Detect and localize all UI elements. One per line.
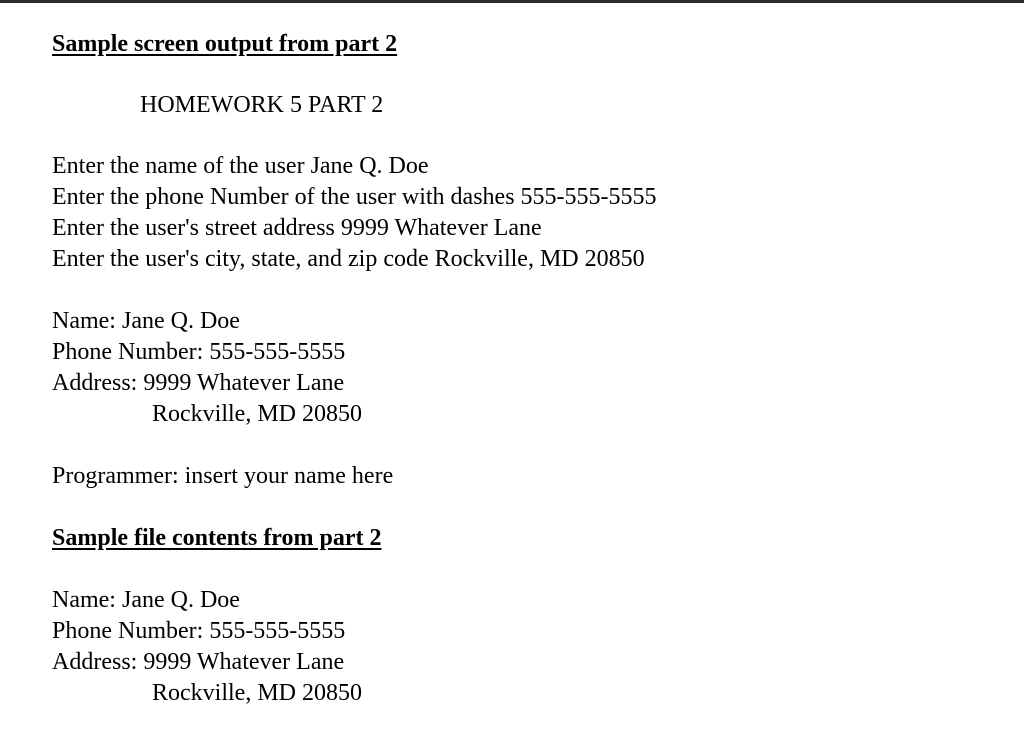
file-city-line: Rockville, MD 20850 bbox=[152, 680, 362, 706]
prompt-city-state-zip: Enter the user's city, state, and zip code Rockville, MD 20850 bbox=[52, 246, 645, 272]
screen-name-line: Name: Jane Q. Doe bbox=[52, 308, 240, 334]
file-address-line: Address: 9999 Whatever Lane bbox=[52, 649, 345, 675]
file-phone-line: Phone Number: 555-555-5555 bbox=[52, 618, 346, 644]
prompt-street: Enter the user's street address 9999 Whatever Lane bbox=[52, 215, 542, 241]
screen-address-line: Address: 9999 Whatever Lane bbox=[52, 370, 345, 396]
top-border bbox=[0, 0, 1024, 3]
screen-city-line: Rockville, MD 20850 bbox=[152, 401, 362, 427]
file-name-line: Name: Jane Q. Doe bbox=[52, 587, 240, 613]
programmer-line: Programmer: insert your name here bbox=[52, 463, 394, 489]
screen-output-heading: Sample screen output from part 2 bbox=[52, 31, 398, 57]
prompt-phone: Enter the phone Number of the user with dashes 555-555-5555 bbox=[52, 184, 657, 210]
file-contents-heading: Sample file contents from part 2 bbox=[52, 525, 382, 551]
screen-phone-line: Phone Number: 555-555-5555 bbox=[52, 339, 346, 365]
prompt-name: Enter the name of the user Jane Q. Doe bbox=[52, 153, 429, 179]
homework-title: HOMEWORK 5 PART 2 bbox=[140, 92, 384, 118]
